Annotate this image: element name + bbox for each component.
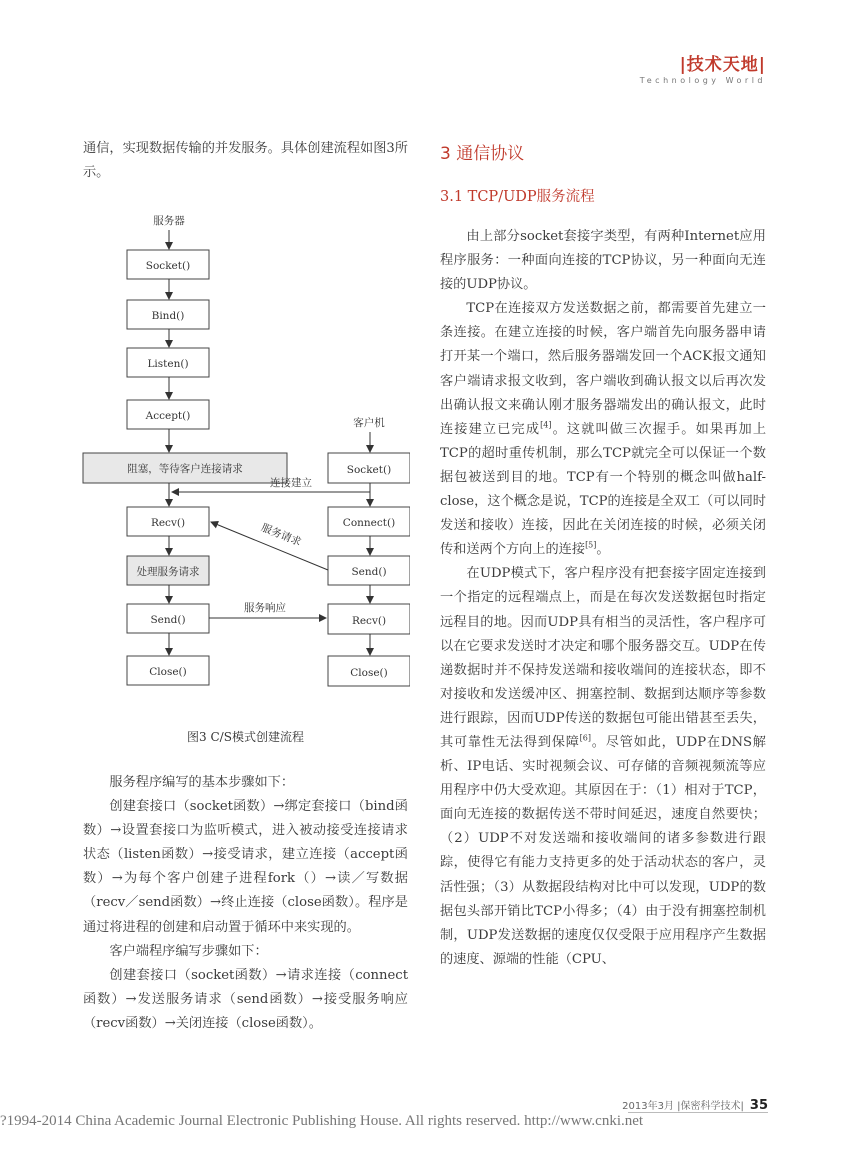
udp-paragraph <box>440 562 766 972</box>
tcp-paragraph <box>440 297 766 562</box>
citation-6: [6] <box>579 733 591 743</box>
edge-connect-label: 连接建立 <box>270 477 312 489</box>
block-wait-label: 阻塞，等待客户连接请求 <box>127 463 243 475</box>
client-label: 客户机 <box>353 417 385 429</box>
intro-paragraph: 通信，实现数据传输的并发服务。具体创建流程如图3所示。 <box>83 141 408 181</box>
subsection-heading: 3.1 TCP/UDP服务流程 <box>440 189 595 205</box>
client-send-label: Send() <box>351 566 387 578</box>
client-steps-paragraph: 创建套接口（socket函数）→请求连接（connect函数）→发送服务请求（send函数）→接受服务响应（recv函数）→关闭连接（close函数）。 <box>83 967 408 1031</box>
tcp-text-c: 。 <box>596 542 610 558</box>
copyright-notice: ?1994-2014 China Academic Journal Electronic Publishing House. All rights reserved. http://www.cnki.net <box>0 1113 644 1129</box>
edge-request-label: 服务请求 <box>259 521 303 549</box>
server-accept-label: Accept() <box>145 410 191 422</box>
left-column-body <box>83 771 408 1036</box>
client-close-label: Close() <box>350 667 388 679</box>
process-request-label: 处理服务请求 <box>136 566 200 578</box>
server-recv-label: Recv() <box>150 517 186 529</box>
server-send-label: Send() <box>150 614 186 626</box>
right-column <box>440 141 766 972</box>
server-close-label: Close() <box>149 666 187 678</box>
page-footer <box>622 1097 768 1113</box>
server-steps-paragraph: 创建套接口（socket函数）→绑定套接口（bind函数）→设置套接口为监听模式，进入被动接受连接请求状态（listen函数）→接受请求，建立连接（accept函数）→为每个客户创建子进程fork（）→读／写数据（recv／send函数）→终止连接（close函数）。程序是通过将进程的创建和启动置于循环中来实现的。 <box>83 799 408 935</box>
figure-caption: 图3 C/S模式创建流程 <box>187 730 304 744</box>
citation-5: [5] <box>585 540 597 550</box>
server-steps-heading: 服务程序编写的基本步骤如下： <box>109 775 295 790</box>
footer-journal: 2013年3月 |保密科学技术| <box>622 1101 744 1112</box>
udp-text-a: 在UDP模式下，客户程序没有把套接字固定连接到一个指定的远程端点上，而是在每次发送数据包时指定远程目的地。因而UDP具有相当的灵活性，客户程序可以在它要求发送时才决定和哪个服务器交互。UDP在传递数据时并不保持发送端和接收端间的连接状态，即不对接收和发送缓冲区、拥塞控制、数据到达顺序等参数进行跟踪，因而UDP传送的数据包可能出错甚至丢失，其可靠性无法得到保障 <box>440 566 766 750</box>
server-socket-label: Socket() <box>145 260 191 272</box>
page-number: 35 <box>749 1098 768 1113</box>
brand-chinese: |技术天地| <box>679 55 766 75</box>
client-connect-label: Connect() <box>342 517 396 529</box>
tcp-udp-intro-paragraph: 由上部分socket套接字类型，有两种Internet应用程序服务：一种面向连接的TCP协议，另一种面向无连接的UDP协议。 <box>440 229 766 293</box>
server-bind-label: Bind() <box>151 310 185 322</box>
left-column-top <box>83 137 408 185</box>
client-recv-label: Recv() <box>351 615 387 627</box>
tcp-text-b: 。这就叫做三次握手。如果再加上TCP的超时重传机制，那么TCP就完全可以保证一个数据包被送到目的地。TCP有一个特别的概念叫做half-close，这个概念是说，TCP的连接是全双工（可以同时发送和接收）连接，因此在关闭连接的时候，必须关闭传和送两个方向上的连接 <box>440 421 767 558</box>
client-steps-heading: 客户端程序编写步骤如下： <box>109 943 268 959</box>
server-label: 服务器 <box>153 215 185 227</box>
udp-text-b: 。尽管如此，UDP在DNS解析、IP电话、实时视频会议、可存储的音频视频流等应用程序中仍大受欢迎。其原因在于：（1）相对于TCP，面向无连接的数据传送不带时间延迟，速度自然要快；（2）UDP不对发送端和接收端间的诸多参数进行跟踪，使得它有能力支持更多的处于活动状态的客户，灵活性强；（3）从数据段结构对比中可以发现，UDP的数据包头部开销比TCP小得多；（4）由于没有拥塞控制机制，UDP发送数据的速度仅仅受限于应用程序产生数据的速度、源端的性能（CPU、 <box>440 734 766 967</box>
brand-english: Technology World <box>639 76 766 85</box>
client-socket-label: Socket() <box>346 464 392 476</box>
journal-brand <box>640 50 766 85</box>
section-heading: 3 通信协议 <box>440 144 525 164</box>
citation-4: [4] <box>540 420 552 430</box>
tcp-text-a: TCP在连接双方发送数据之前，都需要首先建立一条连接。在建立连接的时候，客户端首先向服务器申请打开某一个端口，然后服务器端发回一个ACK报文通知客户端请求报文收到，客户端收到确认报文以后再次发出确认报文来确认刚才服务器端发出的确认报文，此时连接建立已完成 <box>440 301 766 437</box>
edge-response-label: 服务响应 <box>244 602 286 614</box>
server-listen-label: Listen() <box>147 358 189 370</box>
cs-flow-diagram <box>80 205 410 705</box>
